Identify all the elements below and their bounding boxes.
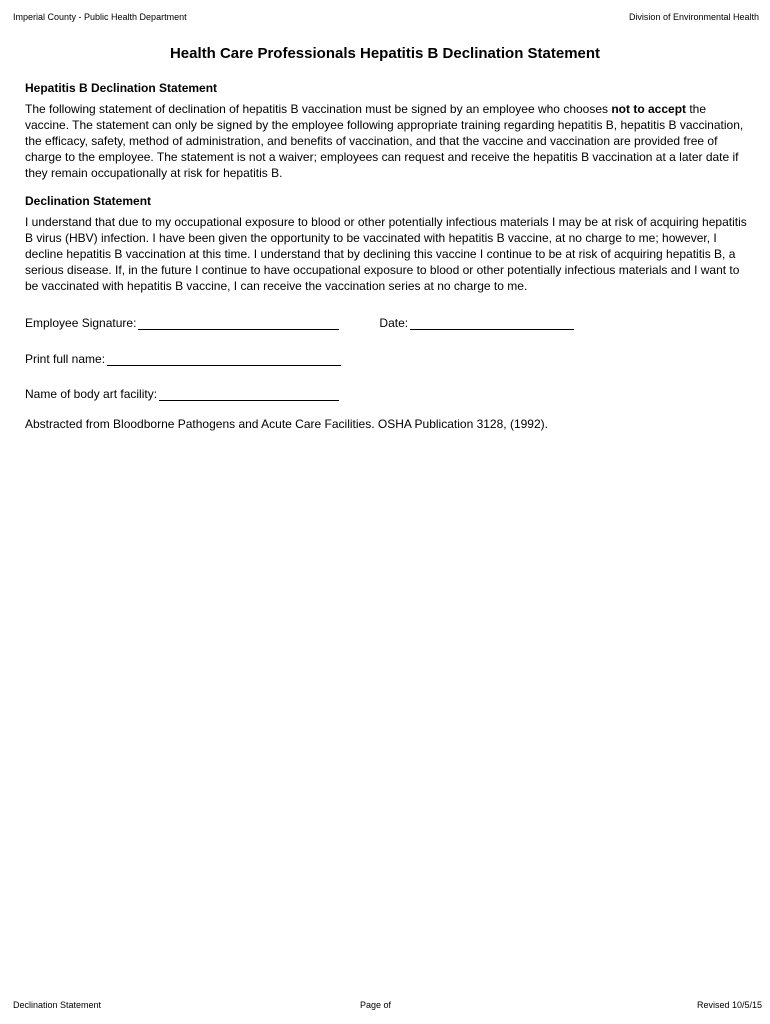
- signature-field[interactable]: [138, 315, 339, 330]
- intro-bold-text: not to accept: [611, 102, 687, 116]
- date-field[interactable]: [410, 315, 574, 330]
- document-title: Health Care Professionals Hepatitis B Declination Statement: [169, 45, 601, 62]
- facility-row: [25, 381, 750, 401]
- footer-revised-date: Revised 10/5/15: [696, 1000, 762, 1010]
- signature-label: Employee Signature:: [25, 316, 137, 330]
- signature-row: [25, 310, 750, 330]
- document-body: [25, 81, 750, 431]
- section-heading-declination: Declination Statement: [25, 194, 152, 208]
- print-name-label: Print full name:: [25, 352, 106, 366]
- facility-field[interactable]: [159, 386, 339, 401]
- print-name-field[interactable]: [107, 351, 341, 366]
- print-name-row: [25, 346, 750, 366]
- footer-left-text: Declination Statement: [13, 1000, 102, 1010]
- footer-page-number: Page of: [360, 1000, 392, 1010]
- date-label: Date:: [379, 316, 409, 330]
- facility-label: Name of body art facility:: [25, 387, 158, 401]
- declination-paragraph: I understand that due to my occupational exposure to blood or other potentially infectious materials I may be at risk of acquiring hepatitis B virus (HBV) infection. I have been given the opportunity to be vaccinated with hepatitis B vaccine, at no charge to me; however, I decline hepatitis B vaccination at this time. I understand that by declining this vaccine I continue to be at risk of acquiring hepatitis B, a serious disease. If, in the future I continue to have occupational exposure to blood or other potentially infectious materials and I want to be vaccinated with hepatitis B vaccine, I can receive the vaccination series at no charge to me.: [25, 215, 747, 293]
- intro-text-part2: the vaccine. The statement can only be signed by the employee following appropriate training regarding hepatitis B, hepatitis B vaccination, the efficacy, safety, method of administration, and benefits of vaccination, and that the vaccine and vaccination are provided free of charge to the employee. The statement is not a waiver; employees can request and receive the hepatitis B vaccination at a later date if they remain occupationally at risk for hepatitis B.: [25, 102, 744, 180]
- intro-paragraph: [25, 101, 750, 181]
- abstract-source-note: Abstracted from Bloodborne Pathogens and Acute Care Facilities. OSHA Publication 3128, (1992).: [25, 417, 548, 431]
- section-heading-hepatitis-b: Hepatitis B Declination Statement: [25, 81, 218, 95]
- intro-text-part1: The following statement of declination of hepatitis B vaccination must be signed by an employee who chooses: [25, 102, 612, 116]
- header-right-text: Division of Environmental Health: [628, 12, 759, 22]
- header-left-text: Imperial County - Public Health Department: [13, 12, 187, 22]
